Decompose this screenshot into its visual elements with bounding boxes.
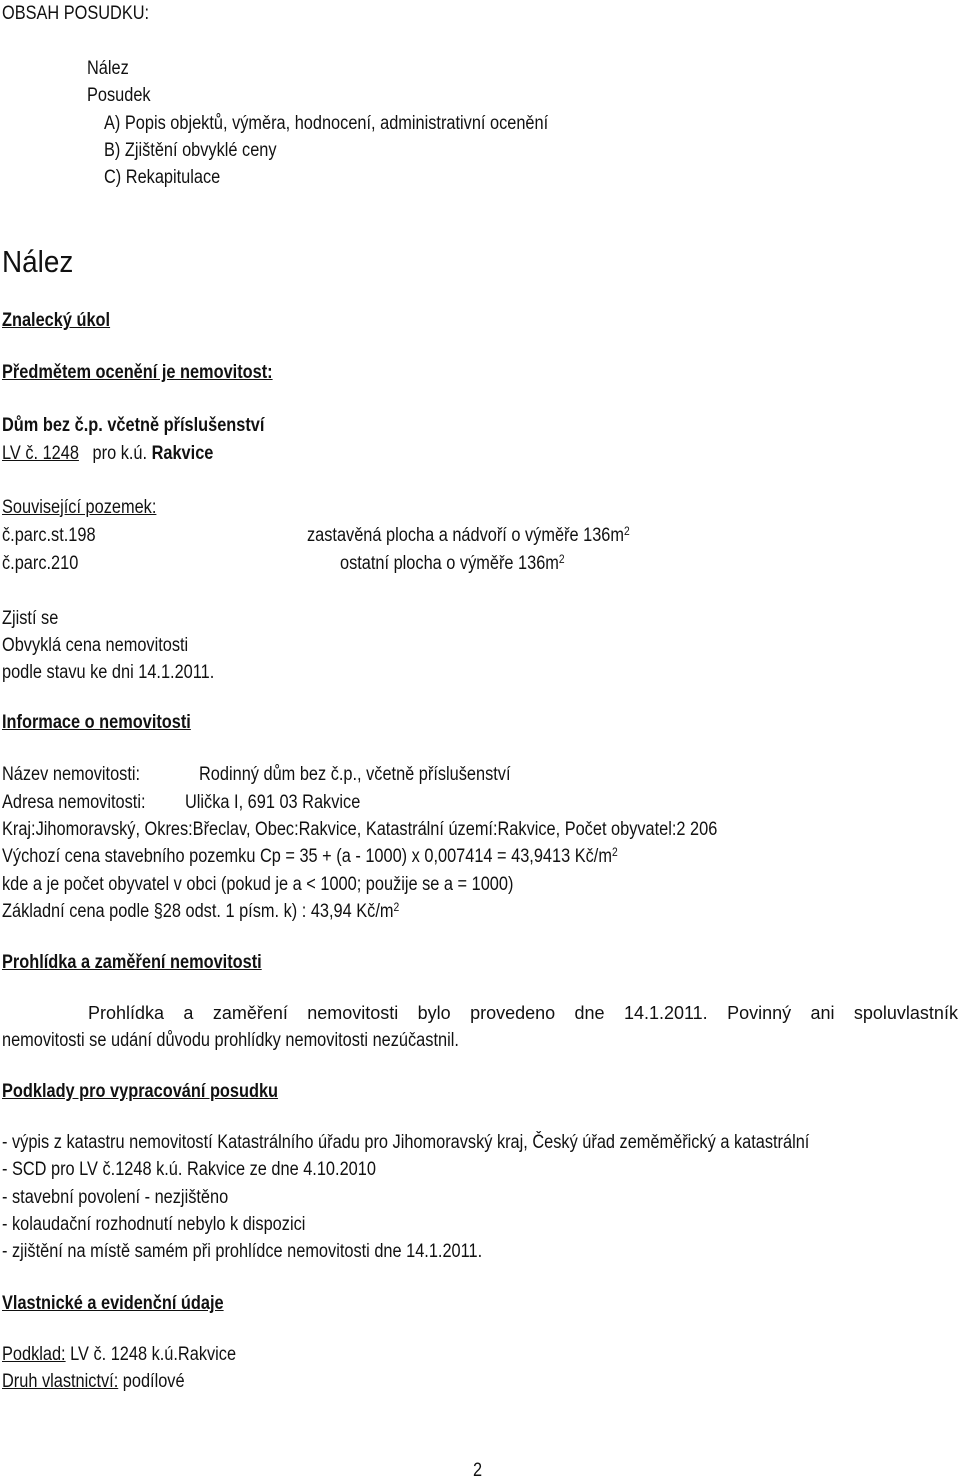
contents-subitem-c: C) Rekapitulace (104, 167, 221, 188)
sources-item-2: - SCD pro LV č.1248 k.ú. Rakvice ze dne 4.10.2010 (2, 1159, 376, 1180)
inspection-word: Prohlídka (88, 1003, 165, 1023)
inspection-word: nemovitosti (307, 1003, 399, 1023)
type-label: Druh vlastnictví: (2, 1371, 119, 1392)
region-line: Kraj:Jihomoravský, Okres:Břeclav, Obec:Rakvice, Katastrální území:Rakvice, Počet obyvatel:2 206 (2, 819, 718, 840)
lv-suffix: pro k.ú. (92, 443, 148, 464)
address-value: Ulička I, 691 03 Rakvice (185, 792, 361, 813)
inspection-word: Povinný (727, 1003, 792, 1023)
base-price-line: Výchozí cena stavebního pozemku Cp = 35 + (a - 1000) x 0,007414 = 43,9413 $Kč/m^2$ (2, 845, 618, 867)
info-heading: Informace o nemovitosti (2, 712, 191, 733)
inspection-word: ani (810, 1003, 835, 1023)
basis-value: LV č. 1248 k.ú.Rakvice (70, 1344, 237, 1365)
parcel-desc-2: ostatní plocha o výměře $136m^2$ (340, 552, 565, 574)
related-heading: Související pozemek: (2, 497, 157, 518)
basis-line (2, 1345, 236, 1364)
lv-place: Rakvice (151, 443, 214, 464)
sources-item-4: - kolaudační rozhodnutí nebylo k dispozici (2, 1214, 306, 1235)
nalez-title: Nález (2, 244, 74, 279)
inspection-line-2: nemovitosti se udání důvodu prohlídky nemovitosti nezúčastnil. (2, 1030, 459, 1051)
type-value: podílové (122, 1371, 185, 1392)
sources-item-3: - stavební povolení - nezjištěno (2, 1187, 229, 1208)
property-line: Dům bez č.p. včetně příslušenství (2, 415, 265, 436)
contents-subitem-b: B) Zjištění obvyklé ceny (104, 140, 277, 161)
inspection-word: bylo (417, 1003, 451, 1023)
note-line: kde a je počet obyvatel v obci (pokud je a < 1000; použije se a = 1000) (2, 874, 514, 895)
parcel-id-1: č.parc.st.198 (2, 525, 96, 546)
name-value: Rodinný dům bez č.p., včetně příslušenství (199, 764, 511, 785)
task-heading: Znalecký úkol (2, 310, 111, 331)
inspection-heading: Prohlídka a zaměření nemovitosti (2, 952, 262, 973)
inspection-word: spoluvlastník (853, 1003, 958, 1023)
inspection-word: 14.1.2011. (623, 1003, 708, 1023)
address-label: Adresa nemovitosti: (2, 792, 146, 813)
page-number: 2 (473, 1460, 483, 1481)
lv-line (2, 444, 213, 463)
basis-label: Podklad: (2, 1344, 66, 1365)
sources-heading: Podklady pro vypracování posudku (2, 1081, 279, 1102)
contents-item-nalez: Nález (87, 58, 129, 79)
subject-heading: Předmětem ocenění je nemovitost: (2, 362, 273, 383)
inspection-word: a (183, 1003, 194, 1023)
determine-line-1: Zjistí se (2, 608, 59, 629)
inspection-word: dne (574, 1003, 605, 1023)
contents-heading: OBSAH POSUDKU: (2, 3, 150, 24)
determine-line-2: Obvyklá cena nemovitosti (2, 635, 189, 656)
determine-line-3: podle stavu ke dni 14.1.2011. (2, 662, 215, 683)
name-label: Název nemovitosti: (2, 764, 141, 785)
inspection-word: provedeno (470, 1003, 556, 1023)
parcel-id-2: č.parc.210 (2, 553, 79, 574)
type-line (2, 1372, 185, 1391)
ownership-heading: Vlastnické a evidenční údaje (2, 1293, 224, 1314)
parcel-desc-1: zastavěná plocha a nádvoří o výměře $136m^2$ (307, 524, 630, 546)
contents-subitem-a: A) Popis objektů, výměra, hodnocení, administrativní ocenění (104, 113, 549, 134)
sources-item-5: - zjištění na místě samém při prohlídce nemovitosti dne 14.1.2011. (2, 1241, 483, 1262)
inspection-line-1 (88, 1004, 958, 1022)
inspection-word: zaměření (212, 1003, 288, 1023)
sources-item-1: - výpis z katastru nemovitostí Katastrálního úřadu pro Jihomoravský kraj, Český úřad zeměměřický a katastrální (2, 1132, 810, 1153)
contents-item-posudek: Posudek (87, 85, 151, 106)
basic-price-line: Základní cena podle §28 odst. 1 písm. k) : 43,94 $Kč/m^2$ (2, 900, 400, 922)
lv-number: LV č. 1248 (2, 443, 79, 464)
